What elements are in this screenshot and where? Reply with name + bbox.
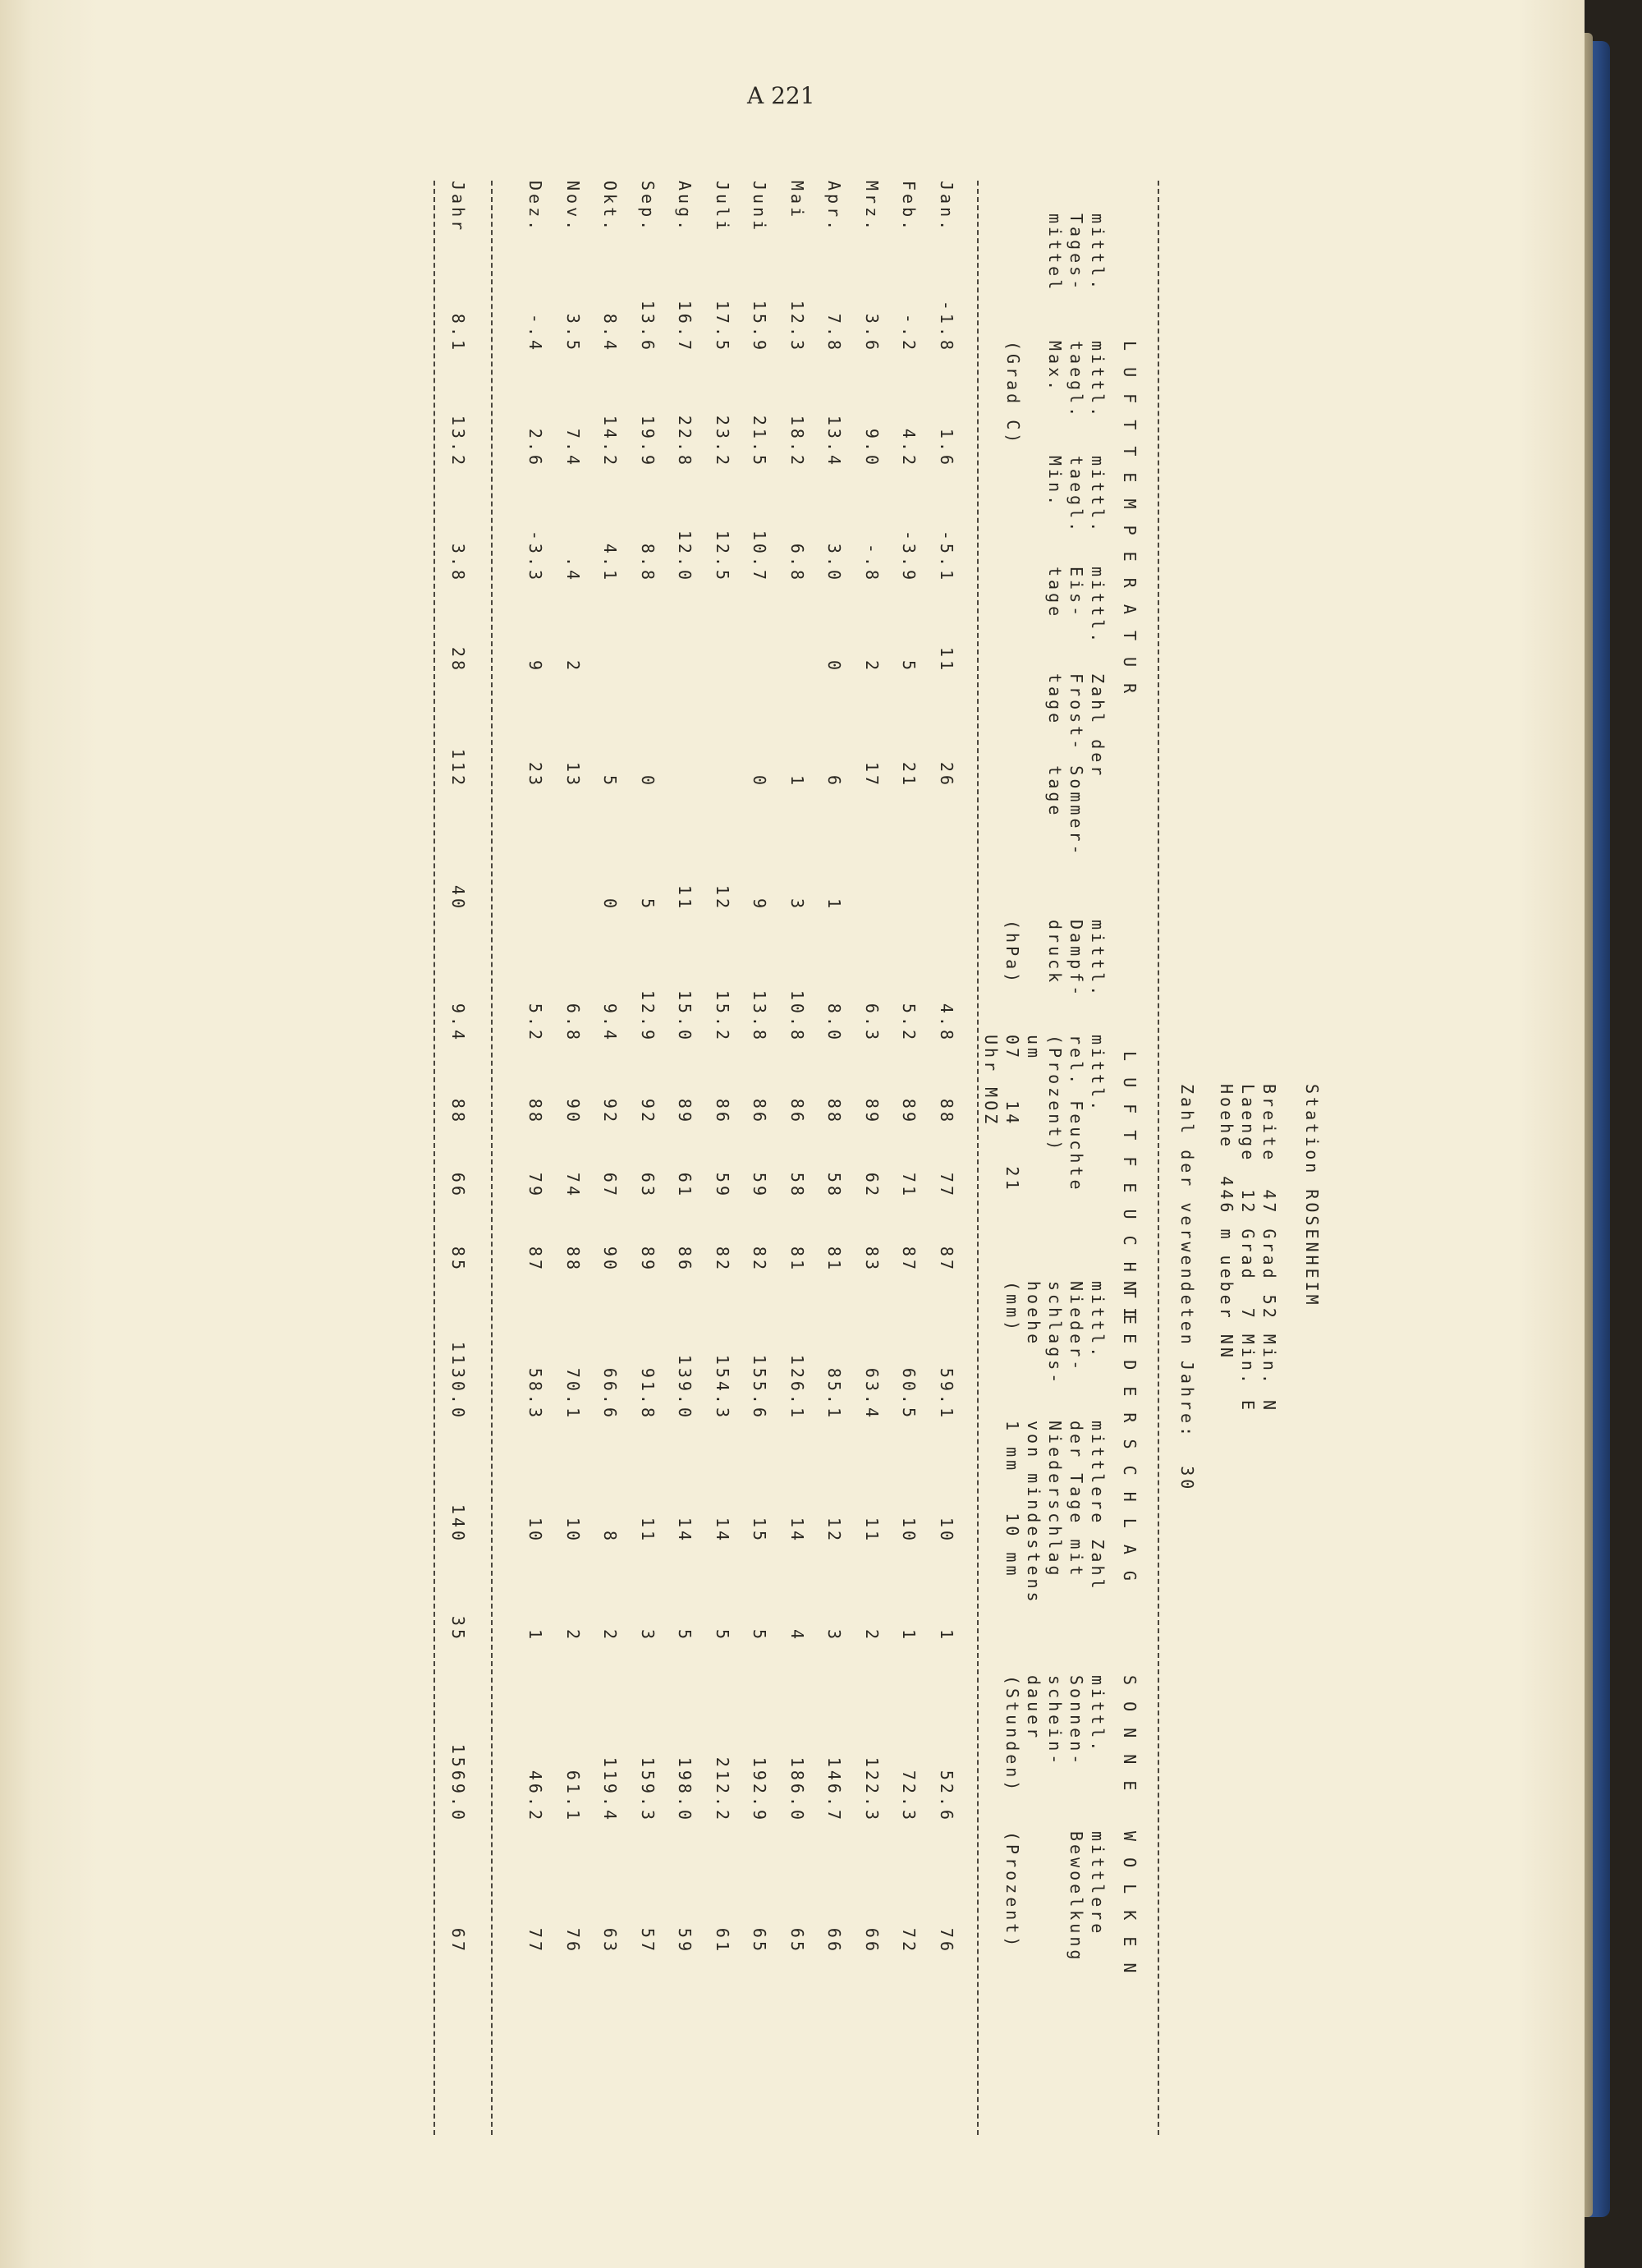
cell-max: 14.2 [600, 415, 621, 468]
cell-tage-10mm: 4 [787, 1628, 807, 1642]
cell-bewoelkung: 63 [600, 1927, 621, 1954]
cell-min: 3.8 [448, 543, 468, 583]
group-sonne: S O N N E [1120, 1675, 1140, 1794]
cell-max: 1.6 [937, 428, 956, 468]
cell-tage-1mm: 140 [448, 1504, 468, 1544]
group-wolken: W O L K E N [1120, 1831, 1140, 1976]
cell-sonnenschein: 212.2 [713, 1756, 732, 1823]
station-laenge: Laenge 12 Grad 7 Min. E [1238, 1084, 1258, 1414]
cell-dampfdruck: 10.8 [787, 989, 807, 1043]
cell-niederschlag: 59.1 [937, 1367, 956, 1421]
cell-tage-1mm: 10 [525, 1517, 546, 1544]
cell-niederschlag: 66.6 [600, 1367, 621, 1421]
cell-feuchte-14: 59 [750, 1172, 770, 1199]
cell-max: 23.2 [713, 415, 732, 468]
cell-sonnenschein: 72.3 [899, 1770, 920, 1823]
cell-bewoelkung: 76 [937, 1927, 956, 1954]
cell-eistage: 2 [563, 659, 583, 673]
cell-max: 4.2 [899, 428, 920, 468]
cell-dampfdruck: 15.2 [713, 989, 732, 1043]
cell-sommertage: 9 [750, 898, 770, 911]
cell-feuchte-07: 92 [600, 1098, 621, 1125]
cell-sonnenschein: 186.0 [787, 1756, 807, 1823]
cell-min: 12.5 [713, 530, 732, 583]
cell-feuchte-14: 71 [899, 1172, 920, 1199]
cell-month: Dez. [525, 181, 546, 234]
cell-feuchte-21: 89 [638, 1246, 658, 1273]
cell-eistage: 28 [448, 646, 468, 673]
cell-tage-10mm: 5 [750, 1628, 770, 1642]
cell-sonnenschein: 1569.0 [448, 1743, 468, 1823]
cell-feuchte-21: 82 [713, 1246, 732, 1273]
cell-tagesmittel: 8.4 [600, 313, 621, 353]
cell-feuchte-07: 88 [824, 1098, 845, 1125]
cell-frosttage: 5 [600, 774, 621, 788]
cell-max: 9.0 [862, 428, 882, 468]
cell-tagesmittel: 8.1 [448, 313, 468, 353]
cell-sonnenschein: 146.7 [824, 1756, 845, 1823]
hdr-max: mittl. taegl. Max. [1045, 341, 1108, 420]
cell-feuchte-07: 86 [787, 1098, 807, 1125]
cell-niederschlag: 155.6 [750, 1354, 770, 1421]
cell-bewoelkung: 65 [750, 1927, 770, 1954]
cell-month: Mrz. [862, 181, 882, 234]
cell-feuchte-07: 89 [862, 1098, 882, 1125]
hdr-bewoelkung: mittlere Bewoelkung (Prozent) [1002, 1831, 1108, 1963]
cell-max: 2.6 [525, 428, 546, 468]
cell-max: 13.2 [448, 415, 468, 468]
station-years: Zahl der verwendeten Jahre: 30 [1177, 1084, 1197, 1493]
cell-tage-1mm: 10 [899, 1517, 920, 1544]
cell-min: 12.0 [675, 530, 695, 583]
cell-frosttage: 6 [824, 774, 845, 788]
cell-feuchte-21: 88 [563, 1246, 583, 1273]
cell-dampfdruck: 5.2 [899, 1003, 920, 1043]
hdr-eistage: mittl. Eis- tage [1045, 567, 1108, 646]
cell-frosttage: 26 [937, 761, 956, 788]
cell-tagesmittel: -1.8 [937, 300, 956, 353]
cell-sommertage: 12 [713, 884, 732, 911]
cell-tagesmittel: 13.6 [638, 300, 658, 353]
hdr-sonnenscheindauer: mittl. Sonnen- schein- dauer (Stunden) [1002, 1675, 1108, 1794]
cell-dampfdruck: 13.8 [750, 989, 770, 1043]
cell-month: Jan. [937, 181, 956, 234]
cell-month: Juli [713, 181, 732, 234]
cell-frosttage: 1 [787, 774, 807, 788]
page-number: A 221 [747, 82, 815, 109]
hdr-tagesmittel: mittl. Tages- mittel [1045, 213, 1108, 293]
cell-tage-10mm: 3 [824, 1628, 845, 1642]
cell-max: 22.8 [675, 415, 695, 468]
cell-tage-10mm: 2 [862, 1628, 882, 1642]
cell-feuchte-07: 86 [713, 1098, 732, 1125]
cell-sonnenschein: 192.9 [750, 1756, 770, 1823]
cell-niederschlag: 91.8 [638, 1367, 658, 1421]
cell-bewoelkung: 67 [448, 1927, 468, 1954]
cell-tage-1mm: 11 [862, 1517, 882, 1544]
cell-tage-10mm: 2 [600, 1628, 621, 1642]
cell-feuchte-07: 86 [750, 1098, 770, 1125]
cell-bewoelkung: 72 [899, 1927, 920, 1954]
cell-frosttage: 0 [638, 774, 658, 788]
cell-dampfdruck: 9.4 [600, 1003, 621, 1043]
cell-feuchte-14: 62 [862, 1172, 882, 1199]
cell-tagesmittel: -.2 [899, 313, 920, 353]
cell-month: Aug. [675, 181, 695, 234]
cell-niederschlag: 60.5 [899, 1367, 920, 1421]
cell-feuchte-21: 87 [899, 1246, 920, 1273]
cell-tagesmittel: 16.7 [675, 300, 695, 353]
cell-sonnenschein: 122.3 [862, 1756, 882, 1823]
cell-dampfdruck: 8.0 [824, 1003, 845, 1043]
hdr-frost-sommer: Zahl der Frost- Sommer- tage tage [1045, 673, 1108, 858]
rule-bottom [433, 181, 435, 2135]
cell-niederschlag: 126.1 [787, 1354, 807, 1421]
cell-tagesmittel: 15.9 [750, 300, 770, 353]
cell-dampfdruck: 5.2 [525, 1003, 546, 1043]
climate-table [419, 164, 1322, 2135]
cell-month: Nov. [563, 181, 583, 234]
cell-month: Okt. [600, 181, 621, 234]
cell-tage-1mm: 14 [713, 1517, 732, 1544]
cell-sommertage: 40 [448, 884, 468, 911]
cell-tage-10mm: 5 [713, 1628, 732, 1642]
cell-tagesmittel: 3.5 [563, 313, 583, 353]
cell-feuchte-07: 88 [937, 1098, 956, 1125]
cell-tage-1mm: 15 [750, 1517, 770, 1544]
cell-feuchte-21: 81 [824, 1246, 845, 1273]
station-title: Station ROSENHEIM [1302, 1084, 1322, 1308]
cell-niederschlag: 63.4 [862, 1367, 882, 1421]
cell-niederschlag: 1130.0 [448, 1341, 468, 1421]
cell-tagesmittel: 7.8 [824, 313, 845, 353]
cell-month: Juni [750, 181, 770, 234]
cell-feuchte-14: 79 [525, 1172, 546, 1199]
cell-feuchte-21: 82 [750, 1246, 770, 1273]
cell-frosttage: 112 [448, 748, 468, 788]
rule-header [977, 181, 979, 2135]
cell-sonnenschein: 46.2 [525, 1770, 546, 1823]
cell-niederschlag: 139.0 [675, 1354, 695, 1421]
cell-feuchte-07: 90 [563, 1098, 583, 1125]
cell-feuchte-07: 88 [525, 1098, 546, 1125]
cell-feuchte-07: 92 [638, 1098, 658, 1125]
cell-dampfdruck: 9.4 [448, 1003, 468, 1043]
cell-feuchte-14: 74 [563, 1172, 583, 1199]
cell-sonnenschein: 198.0 [675, 1756, 695, 1823]
hdr-rel-feuchte: mittl. rel. Feuchte (Prozent) um 07 14 21 Uhr MOZ [981, 1035, 1108, 1193]
cell-sonnenschein: 61.1 [563, 1770, 583, 1823]
cell-min: 6.8 [787, 543, 807, 583]
cell-eistage: 5 [899, 659, 920, 673]
cell-max: 21.5 [750, 415, 770, 468]
cell-tage-1mm: 14 [675, 1517, 695, 1544]
cell-tage-1mm: 11 [638, 1517, 658, 1544]
station-hoehe: Hoehe 446 m ueber NN [1217, 1084, 1236, 1361]
cell-feuchte-07: 89 [899, 1098, 920, 1125]
cell-feuchte-14: 66 [448, 1172, 468, 1199]
group-luftfeuchte: L U F T F E U C H T E [1120, 1051, 1140, 1328]
cell-min: 10.7 [750, 530, 770, 583]
cell-niederschlag: 58.3 [525, 1367, 546, 1421]
cell-dampfdruck: 6.3 [862, 1003, 882, 1043]
cell-bewoelkung: 66 [824, 1927, 845, 1954]
cell-bewoelkung: 66 [862, 1927, 882, 1954]
cell-bewoelkung: 61 [713, 1927, 732, 1954]
cell-min: 3.0 [824, 543, 845, 583]
cell-tage-10mm: 35 [448, 1615, 468, 1642]
cell-dampfdruck: 15.0 [675, 989, 695, 1043]
cell-max: 13.4 [824, 415, 845, 468]
cell-eistage: 11 [937, 646, 956, 673]
hdr-niederschlag: mittl. Nieder- schlags- hoehe (mm) [1002, 1281, 1108, 1387]
cell-tage-10mm: 1 [937, 1628, 956, 1642]
cell-tagesmittel: 12.3 [787, 300, 807, 353]
cell-tagesmittel: -.4 [525, 313, 546, 353]
cell-feuchte-21: 83 [862, 1246, 882, 1273]
cell-feuchte-21: 87 [937, 1246, 956, 1273]
cell-tage-1mm: 14 [787, 1517, 807, 1544]
cell-tage-10mm: 5 [675, 1628, 695, 1642]
cell-dampfdruck: 6.8 [563, 1003, 583, 1043]
cell-min: -3.3 [525, 530, 546, 583]
cell-feuchte-21: 90 [600, 1246, 621, 1273]
cell-niederschlag: 154.3 [713, 1354, 732, 1421]
cell-sommertage: 11 [675, 884, 695, 911]
cell-bewoelkung: 65 [787, 1927, 807, 1954]
station-breite: Breite 47 Grad 52 Min. N [1259, 1084, 1279, 1414]
cell-eistage: 2 [862, 659, 882, 673]
cell-sonnenschein: 159.3 [638, 1756, 658, 1823]
cell-niederschlag: 85.1 [824, 1367, 845, 1421]
cell-feuchte-14: 58 [787, 1172, 807, 1199]
cell-frosttage: 0 [750, 774, 770, 788]
group-niederschlag: N I E D E R S C H L A G [1120, 1281, 1140, 1584]
cell-sommertage: 3 [787, 898, 807, 911]
cell-sommertage: 1 [824, 898, 845, 911]
cell-min: 8.8 [638, 543, 658, 583]
cell-tage-1mm: 10 [563, 1517, 583, 1544]
cell-month: Sep. [638, 181, 658, 234]
cell-month: Mai [787, 181, 807, 221]
cell-month: Jahr [448, 181, 468, 234]
cell-feuchte-14: 63 [638, 1172, 658, 1199]
cell-feuchte-21: 86 [675, 1246, 695, 1273]
cell-min: 4.1 [600, 543, 621, 583]
cell-tagesmittel: 3.6 [862, 313, 882, 353]
cell-max: 19.9 [638, 415, 658, 468]
cell-tage-10mm: 3 [638, 1628, 658, 1642]
cell-month: Feb. [899, 181, 920, 234]
cell-niederschlag: 70.1 [563, 1367, 583, 1421]
cell-feuchte-14: 58 [824, 1172, 845, 1199]
cell-frosttage: 23 [525, 761, 546, 788]
cell-eistage: 0 [824, 659, 845, 673]
cell-feuchte-21: 85 [448, 1246, 468, 1273]
cell-min: -3.9 [899, 530, 920, 583]
cell-tage-1mm: 10 [937, 1517, 956, 1544]
rule-top [1158, 181, 1159, 2135]
cell-tage-1mm: 12 [824, 1517, 845, 1544]
cell-bewoelkung: 59 [675, 1927, 695, 1954]
hdr-niederschlagstage: mittlere Zahl der Tage mit Niederschlag von mindestens 1 mm 10 mm [1002, 1421, 1108, 1605]
cell-tagesmittel: 17.5 [713, 300, 732, 353]
cell-frosttage: 17 [862, 761, 882, 788]
cell-tage-10mm: 1 [899, 1628, 920, 1642]
cell-frosttage: 21 [899, 761, 920, 788]
cell-feuchte-14: 59 [713, 1172, 732, 1199]
cell-feuchte-21: 87 [525, 1246, 546, 1273]
cell-max: 7.4 [563, 428, 583, 468]
cell-tage-10mm: 2 [563, 1628, 583, 1642]
cell-feuchte-14: 61 [675, 1172, 695, 1199]
cell-feuchte-21: 81 [787, 1246, 807, 1273]
hdr-dampfdruck: mittl. Dampf- druck (hPa) [1002, 920, 1108, 999]
cell-bewoelkung: 77 [525, 1927, 546, 1954]
group-lufttemperatur: L U F T T E M P E R A T U R [1120, 341, 1140, 697]
cell-min: -5.1 [937, 530, 956, 583]
rule-before-year [491, 181, 493, 2135]
cell-month: Apr. [824, 181, 845, 234]
cell-tage-1mm: 8 [600, 1530, 621, 1544]
hdr-grad: (Grad C) [1003, 341, 1023, 447]
cell-feuchte-07: 89 [675, 1098, 695, 1125]
cell-bewoelkung: 76 [563, 1927, 583, 1954]
cell-frosttage: 13 [563, 761, 583, 788]
hdr-min: mittl. taegl. Min. [1045, 456, 1108, 535]
cell-feuchte-14: 77 [937, 1172, 956, 1199]
cell-eistage: 9 [525, 659, 546, 673]
cell-min: .4 [563, 556, 583, 583]
cell-bewoelkung: 57 [638, 1927, 658, 1954]
cell-sommertage: 0 [600, 898, 621, 911]
cell-min: -.8 [862, 543, 882, 583]
cell-dampfdruck: 12.9 [638, 989, 658, 1043]
cell-max: 18.2 [787, 415, 807, 468]
cell-sonnenschein: 119.4 [600, 1756, 621, 1823]
cell-sommertage: 5 [638, 898, 658, 911]
cell-tage-10mm: 1 [525, 1628, 546, 1642]
cell-feuchte-07: 88 [448, 1098, 468, 1125]
cell-sonnenschein: 52.6 [937, 1770, 956, 1823]
cell-feuchte-14: 67 [600, 1172, 621, 1199]
cell-dampfdruck: 4.8 [937, 1003, 956, 1043]
